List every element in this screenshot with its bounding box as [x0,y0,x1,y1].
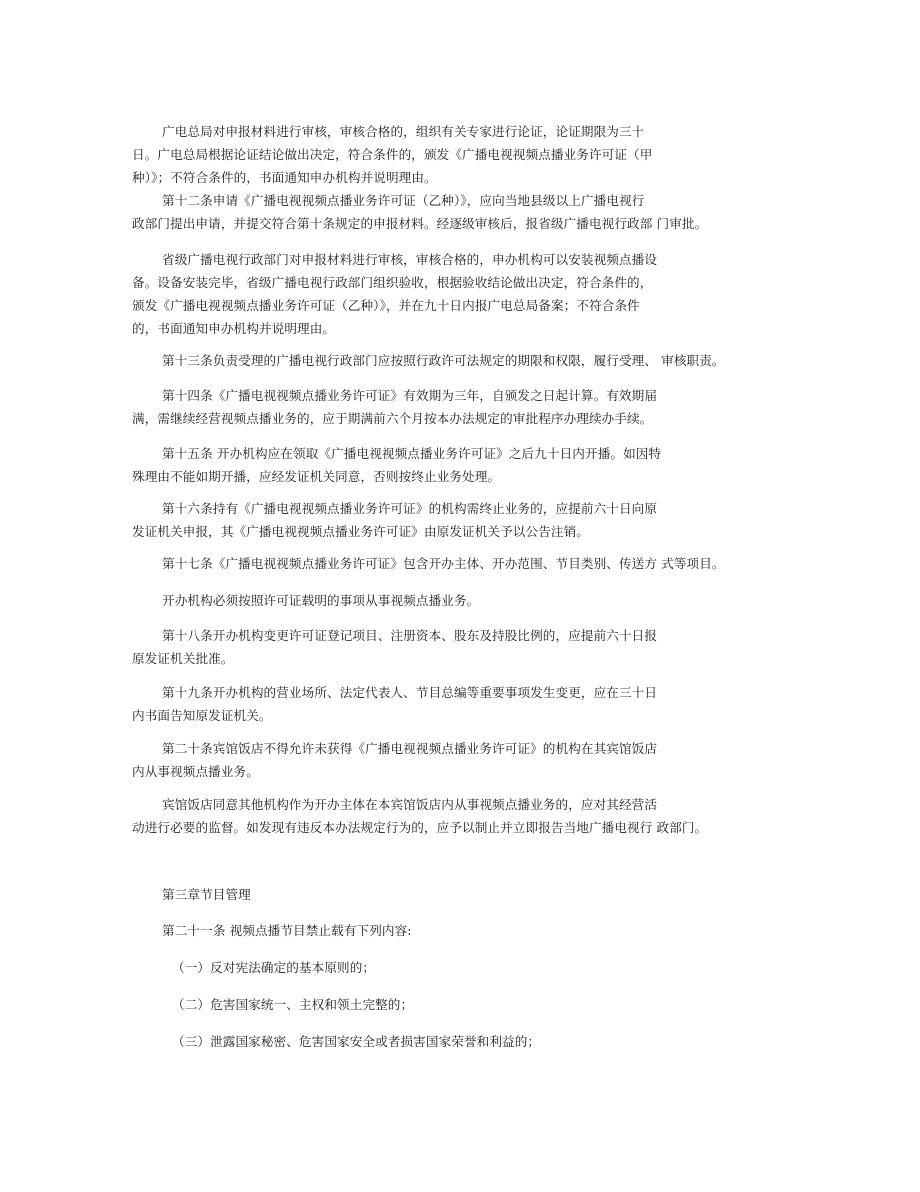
paragraph [132,793,752,839]
text-line: 第二十条宾馆饭店不得允许未获得《广播电视视频点播业务许可证》的机构在其宾馆饭店 [162,741,658,756]
paragraph [132,589,752,612]
list-item [132,1030,752,1053]
text-line: 第十六条持有《广播电视视频点播业务许可证》的机构需终止业务的，应提前六十日向原 [162,501,658,516]
paragraph [132,624,752,670]
paragraph [132,120,752,189]
text-line: 第十七条《广播电视视频点播业务许可证》包含开办主体、开办范围、节目类别、传送方 式等项目。 [162,556,725,571]
list-item [132,956,752,979]
text-line: 广电总局对申报材料进行审核，审核合格的，组织有关专家进行论证，论证期限为三十 [162,124,645,139]
text-line: 种）》；不符合条件的，书面通知申办机构并说明理由。 [132,170,437,185]
paragraph [132,248,752,340]
paragraph [132,737,752,783]
text-line: 宾馆饭店同意其他机构作为开办主体在本宾馆饭店内从事视频点播业务的，应对其经营活 [162,797,658,812]
paragraph [132,189,752,235]
chapter-heading [132,883,752,906]
text-line: 颁发《广播电视视频点播业务许可证（乙种）》，并在九十日内报广电总局备案；不符合条件 [132,298,640,313]
paragraph [132,681,752,727]
text-line: 原发证机关批准。 [132,651,234,666]
text-line: 满，需继续经营视频点播业务的，应于期满前六个月按本办法规定的审批程序办理续办手续。 [132,411,653,426]
text-line: 日。广电总局根据论证结论做出决定，符合条件的，颁发《广播电视视频点播业务许可证（甲 [132,147,653,162]
paragraph [132,442,752,488]
text-line: 动进行必要的监督。如发现有违反本办法规定行为的，应予以制止并立即报告当地广播电视行 政部门。 [132,820,708,835]
text-line: 第十二条申请《广播电视视频点播业务许可证（乙种）》，应向当地县级以上广播电视行 [162,193,645,208]
text-line: 第十八条开办机构变更许可证登记项目、注册资本、股东及持股比例的，应提前六十日报 [162,628,658,643]
text-line: 殊理由不能如期开播，应经发证机关同意，否则按终止业务处理。 [132,469,501,484]
article-21-text: 第二十一条 视频点播节目禁止载有下列内容: [162,923,412,938]
paragraph [132,384,752,430]
text-line: 第十九条开办机构的营业场所、法定代表人、节目总编等重要事项发生变更，应在三十日 [162,685,658,700]
text-line: 发证机关申报，其《广播电视视频点播业务许可证》由原发证机关予以公告注销。 [132,524,589,539]
text-line: 第十五条 开办机构应在领取《广播电视视频点播业务许可证》之后九十日内开播。如因特 [162,446,662,461]
text-line: 第十三条负责受理的广播电视行政部门应按照行政许可法规定的期限和权限，履行受理、 审核职责。 [162,353,725,368]
chapter-title: 第三章节目管理 [162,887,251,902]
paragraph [132,497,752,543]
paragraph [132,349,752,372]
text-line: 第十四条《广播电视视频点播业务许可证》有效期为三年，自颁发之日起计算。有效期届 [162,388,658,403]
text-line: 内书面告知原发证机关。 [132,708,272,723]
text-line: 政部门提出申请，并提交符合第十条规定的申报材料。经逐级审核后，报省级广播电视行政部 门审批。 [132,216,708,231]
list-item-text: （三）泄露国家秘密、危害国家安全或者损害国家荣誉和利益的； [172,1034,541,1049]
list-item-text: （二）危害国家统一、主权和领土完整的； [172,997,414,1012]
text-line: 省级广播电视行政部门对申报材料进行审核，审核合格的，申办机构可以安装视频点播设 [162,252,658,267]
paragraph [132,552,752,575]
list-item [132,993,752,1016]
text-line: 备。设备安装完毕，省级广播电视行政部门组织验收，根据验收结论做出决定，符合条件的， [132,275,653,290]
list-item-text: （一）反对宪法确定的基本原则的； [172,960,376,975]
text-line: 的，书面通知申办机构并说明理由。 [132,321,336,336]
paragraph [132,919,752,942]
text-line: 开办机构必须按照许可证载明的事项从事视频点播业务。 [162,593,480,608]
text-line: 内从事视频点播业务。 [132,764,259,779]
